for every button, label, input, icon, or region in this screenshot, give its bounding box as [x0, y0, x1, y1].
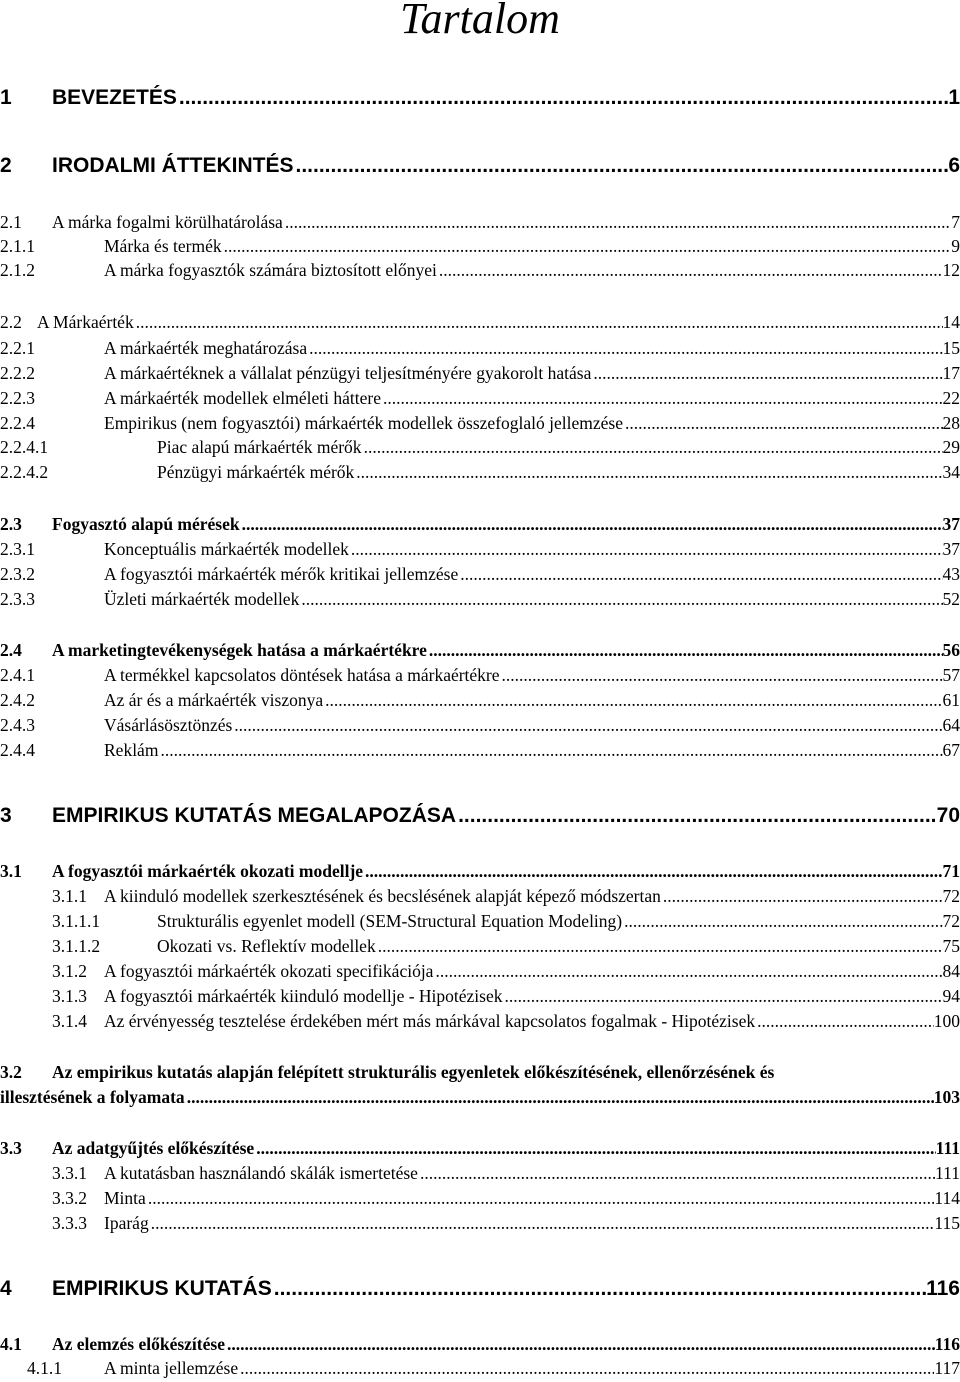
- entry-number: 2.4: [0, 640, 22, 660]
- toc-entry-3-1-1-1[interactable]: [0, 910, 960, 932]
- toc-entry-2-3[interactable]: [0, 513, 960, 535]
- entry-label: Piac alapú márkaérték mérők: [157, 437, 362, 457]
- entry-page: 14: [942, 312, 960, 332]
- toc-entry-2[interactable]: [0, 152, 960, 180]
- entry-number: 2.4.3: [0, 715, 35, 735]
- entry-label: Okozati vs. Reflektív modellek: [157, 936, 376, 956]
- dot-leader: [227, 1333, 935, 1355]
- entry-number: 3.1.3: [52, 986, 87, 1006]
- toc-entry-3-3-2[interactable]: [0, 1187, 960, 1209]
- entry-label: Minta: [104, 1188, 146, 1208]
- dot-leader: [151, 1212, 935, 1234]
- entry-label: A fogyasztói márkaérték kiinduló modellje - Hipotézisek: [104, 986, 503, 1006]
- toc-entry-3-1-1-2[interactable]: [0, 935, 960, 957]
- entry-label: Reklám: [104, 740, 159, 760]
- entry-number: 3.3.3: [52, 1213, 87, 1233]
- entry-number: 2.2: [0, 312, 22, 332]
- entry-label-line2: illesztésének a folyamata: [0, 1087, 185, 1107]
- entry-page: 6: [948, 154, 960, 177]
- toc-entry-2-1-2[interactable]: [0, 259, 960, 281]
- entry-page: 34: [942, 462, 960, 482]
- dot-leader: [242, 513, 943, 535]
- dot-leader: [505, 985, 943, 1007]
- dot-leader: [663, 885, 943, 907]
- dot-leader: [274, 1275, 926, 1303]
- entry-label: Konceptuális márkaérték modellek: [104, 539, 349, 559]
- entry-label: A márkaérték meghatározása: [104, 338, 308, 358]
- toc-entry-3[interactable]: [0, 802, 960, 830]
- entry-number: 3.3.2: [52, 1188, 87, 1208]
- entry-page: 61: [942, 690, 960, 710]
- entry-page: 64: [942, 715, 960, 735]
- entry-label: Strukturális egyenlet modell (SEM-Structural Equation Modeling): [157, 911, 623, 931]
- entry-label: A fogyasztói márkaérték okozati specifikációja: [104, 961, 434, 981]
- entry-label: A márkaértéknek a vállalat pénzügyi teljesítményére gyakorolt hatása: [104, 363, 592, 383]
- dot-leader: [624, 910, 942, 932]
- toc-entry-2-4-4[interactable]: [0, 739, 960, 761]
- entry-number: 3.1.2: [52, 961, 87, 981]
- entry-page: 84: [942, 961, 960, 981]
- entry-page: 9: [951, 236, 960, 256]
- entry-number: 3.3: [0, 1138, 22, 1158]
- entry-number: 2.2.1: [0, 338, 35, 358]
- toc-entry-4[interactable]: [0, 1275, 960, 1303]
- entry-number: 3.1: [0, 861, 22, 881]
- entry-label: A marketingtevékenységek hatása a márkaértékre: [52, 640, 427, 660]
- entry-page: 43: [942, 564, 960, 584]
- dot-leader: [325, 689, 942, 711]
- toc-entry-2-2-4[interactable]: [0, 412, 960, 434]
- entry-page: 70: [936, 804, 960, 827]
- dot-leader: [296, 152, 949, 180]
- dot-leader: [224, 235, 952, 257]
- dot-leader: [757, 1010, 934, 1032]
- entry-label: Az adatgyűjtés előkészítése: [52, 1138, 255, 1158]
- entry-page: 116: [934, 1334, 960, 1354]
- entry-page: 72: [942, 886, 960, 906]
- dot-leader: [378, 935, 943, 957]
- toc-entry-2-3-2[interactable]: [0, 563, 960, 585]
- dot-leader: [351, 538, 943, 560]
- dot-leader: [301, 588, 942, 610]
- entry-number: 1: [0, 86, 12, 109]
- entry-label: IRODALMI ÁTTEKINTÉS: [52, 154, 294, 177]
- entry-page: 111: [935, 1163, 960, 1183]
- toc-entry-2-2-3[interactable]: [0, 387, 960, 409]
- entry-number: 2.2.2: [0, 363, 35, 383]
- dot-leader: [458, 802, 937, 830]
- toc-title: Tartalom: [400, 0, 560, 43]
- toc-entry-2-4[interactable]: [0, 639, 960, 661]
- toc-entry-2-4-3[interactable]: [0, 714, 960, 736]
- toc-entry-2-4-2[interactable]: [0, 689, 960, 711]
- entry-page: 71: [942, 861, 960, 881]
- entry-label: A márkaérték modellek elméleti háttere: [104, 388, 381, 408]
- dot-leader: [148, 1187, 935, 1209]
- entry-label: Üzleti márkaérték modellek: [104, 589, 300, 609]
- dot-leader: [429, 639, 943, 661]
- entry-number: 3.1.4: [52, 1011, 87, 1031]
- toc-entry-3-1[interactable]: [0, 860, 960, 882]
- dot-leader: [435, 960, 942, 982]
- entry-page: 12: [942, 260, 960, 280]
- toc-entry-2-1[interactable]: [0, 211, 960, 233]
- entry-label: Márka és termék: [104, 236, 222, 256]
- dot-leader: [356, 461, 942, 483]
- entry-page: 75: [942, 936, 960, 956]
- entry-label: Iparág: [104, 1213, 149, 1233]
- entry-number: 2.3.1: [0, 539, 35, 559]
- entry-number: 2.1.2: [0, 260, 35, 280]
- entry-page: 1: [948, 86, 960, 109]
- entry-number: 2.3.3: [0, 589, 35, 609]
- entry-number: 2: [0, 154, 12, 177]
- entry-page: 57: [942, 665, 960, 685]
- entry-number: 2.2.4.1: [0, 437, 49, 457]
- entry-label: A márka fogyasztók számára biztosított előnyei: [104, 260, 437, 280]
- dot-leader: [179, 84, 948, 112]
- entry-label: Az ár és a márkaérték viszonya: [104, 690, 324, 710]
- entry-number: 3.1.1: [52, 886, 87, 906]
- entry-label: Pénzügyi márkaérték mérők: [157, 462, 355, 482]
- entry-page: 17: [942, 363, 960, 383]
- toc-entry-2-3-1[interactable]: [0, 538, 960, 560]
- entry-page: 15: [942, 338, 960, 358]
- entry-label: Fogyasztó alapú mérések: [52, 514, 240, 534]
- entry-page: 29: [942, 437, 960, 457]
- dot-leader: [439, 259, 943, 281]
- entry-page: 22: [942, 388, 960, 408]
- entry-page: 67: [942, 740, 960, 760]
- entry-page: 72: [942, 911, 960, 931]
- entry-label: A fogyasztói márkaérték mérők kritikai jellemzése: [104, 564, 459, 584]
- dot-leader: [160, 739, 942, 761]
- entry-number: 4.1: [0, 1334, 22, 1354]
- toc-entry-4-1[interactable]: [0, 1333, 960, 1355]
- entry-number: 2.4.2: [0, 690, 35, 710]
- entry-label: A kutatásban használandó skálák ismertetése: [104, 1163, 418, 1183]
- entry-page: 56: [942, 640, 960, 660]
- entry-label: Az elemzés előkészítése: [52, 1334, 225, 1354]
- entry-label: Az érvényesség tesztelése érdekében mért más márkával kapcsolatos fogalmak - Hipotézisek: [104, 1011, 756, 1031]
- entry-page: 116: [926, 1277, 960, 1300]
- entry-label: A fogyasztói márkaérték okozati modellje: [52, 861, 364, 881]
- entry-number: 2.3.2: [0, 564, 35, 584]
- toc-entry-3-2[interactable]: [0, 1061, 960, 1108]
- toc-entry-3-3-1[interactable]: [0, 1162, 960, 1184]
- entry-label-line1: Az empirikus kutatás alapján felépített strukturális egyenletek előkészítésének, ellenőrzésének és: [52, 1062, 775, 1082]
- entry-page: 52: [942, 589, 960, 609]
- entry-number: 2.3: [0, 514, 22, 534]
- entry-page: 7: [951, 212, 960, 232]
- entry-number: 3.2: [0, 1062, 22, 1082]
- dot-leader: [502, 664, 943, 686]
- toc-entry-3-1-2[interactable]: [0, 960, 960, 982]
- toc-entry-2-2-1[interactable]: [0, 337, 960, 359]
- dot-leader: [383, 387, 943, 409]
- toc-entry-3-1-3[interactable]: [0, 985, 960, 1007]
- entry-label: A Márkaérték: [37, 312, 134, 332]
- dot-leader: [285, 211, 951, 233]
- entry-number: 2.2.4.2: [0, 462, 49, 482]
- dot-leader: [256, 1137, 935, 1159]
- entry-label: EMPIRIKUS KUTATÁS: [52, 1277, 272, 1300]
- toc-entry-4-1-1[interactable]: [0, 1357, 960, 1379]
- entry-label: Vásárlásösztönzés: [104, 715, 233, 735]
- entry-page: 111: [935, 1138, 960, 1158]
- entry-page: 115: [934, 1213, 960, 1233]
- entry-number: 2.1: [0, 212, 22, 232]
- toc-entry-2-4-1[interactable]: [0, 664, 960, 686]
- entry-number: 3.3.1: [52, 1163, 87, 1183]
- toc-entry-2-2[interactable]: [0, 311, 960, 333]
- entry-label: A minta jellemzése: [104, 1358, 239, 1378]
- entry-page: 37: [942, 539, 960, 559]
- entry-number: 3.1.1.2: [52, 936, 101, 956]
- entry-number: 4: [0, 1277, 12, 1300]
- entry-page: 37: [942, 514, 960, 534]
- entry-page: 103: [933, 1087, 960, 1107]
- toc-entry-2-2-4-1[interactable]: [0, 436, 960, 458]
- toc-entry-2-1-1[interactable]: [0, 235, 960, 257]
- entry-page: 117: [934, 1358, 960, 1378]
- entry-number: 3.1.1.1: [52, 911, 101, 931]
- dot-leader: [460, 563, 942, 585]
- dot-leader: [187, 1086, 934, 1108]
- entry-number: 3: [0, 804, 12, 827]
- dot-leader: [364, 436, 943, 458]
- entry-label: A márka fogalmi körülhatárolása: [52, 212, 283, 232]
- dot-leader: [420, 1162, 935, 1184]
- toc-entry-3-3[interactable]: [0, 1137, 960, 1159]
- dot-leader: [234, 714, 942, 736]
- dot-leader: [240, 1357, 934, 1379]
- entry-label: A kiinduló modellek szerkesztésének és becslésének alapját képező módszertan: [104, 886, 661, 906]
- toc-entry-2-2-2[interactable]: [0, 362, 960, 384]
- entry-number: 2.2.3: [0, 388, 35, 408]
- dot-leader: [593, 362, 942, 384]
- dot-leader: [309, 337, 942, 359]
- dot-leader: [625, 412, 943, 434]
- entry-page: 114: [934, 1188, 960, 1208]
- entry-number: 2.2.4: [0, 413, 35, 433]
- entry-page: 28: [942, 413, 960, 433]
- toc-entry-3-1-4[interactable]: [0, 1010, 960, 1032]
- toc-entry-1[interactable]: [0, 84, 960, 112]
- entry-number: 4.1.1: [27, 1358, 62, 1378]
- dot-leader: [136, 311, 943, 333]
- toc-entry-3-1-1[interactable]: [0, 885, 960, 907]
- entry-label: EMPIRIKUS KUTATÁS MEGALAPOZÁSA: [52, 804, 457, 827]
- entry-label: A termékkel kapcsolatos döntések hatása a márkaértékre: [104, 665, 500, 685]
- entry-number: 2.4.1: [0, 665, 35, 685]
- toc-entry-2-3-3[interactable]: [0, 588, 960, 610]
- toc-entry-2-2-4-2[interactable]: [0, 461, 960, 483]
- entry-label: BEVEZETÉS: [52, 86, 177, 109]
- toc-entry-3-3-3[interactable]: [0, 1212, 960, 1234]
- entry-page: 100: [933, 1011, 960, 1031]
- entry-number: 2.1.1: [0, 236, 35, 256]
- entry-number: 2.4.4: [0, 740, 35, 760]
- entry-label: Empirikus (nem fogyasztói) márkaérték modellek összefoglaló jellemzése: [104, 413, 623, 433]
- dot-leader: [365, 860, 942, 882]
- entry-page: 94: [942, 986, 960, 1006]
